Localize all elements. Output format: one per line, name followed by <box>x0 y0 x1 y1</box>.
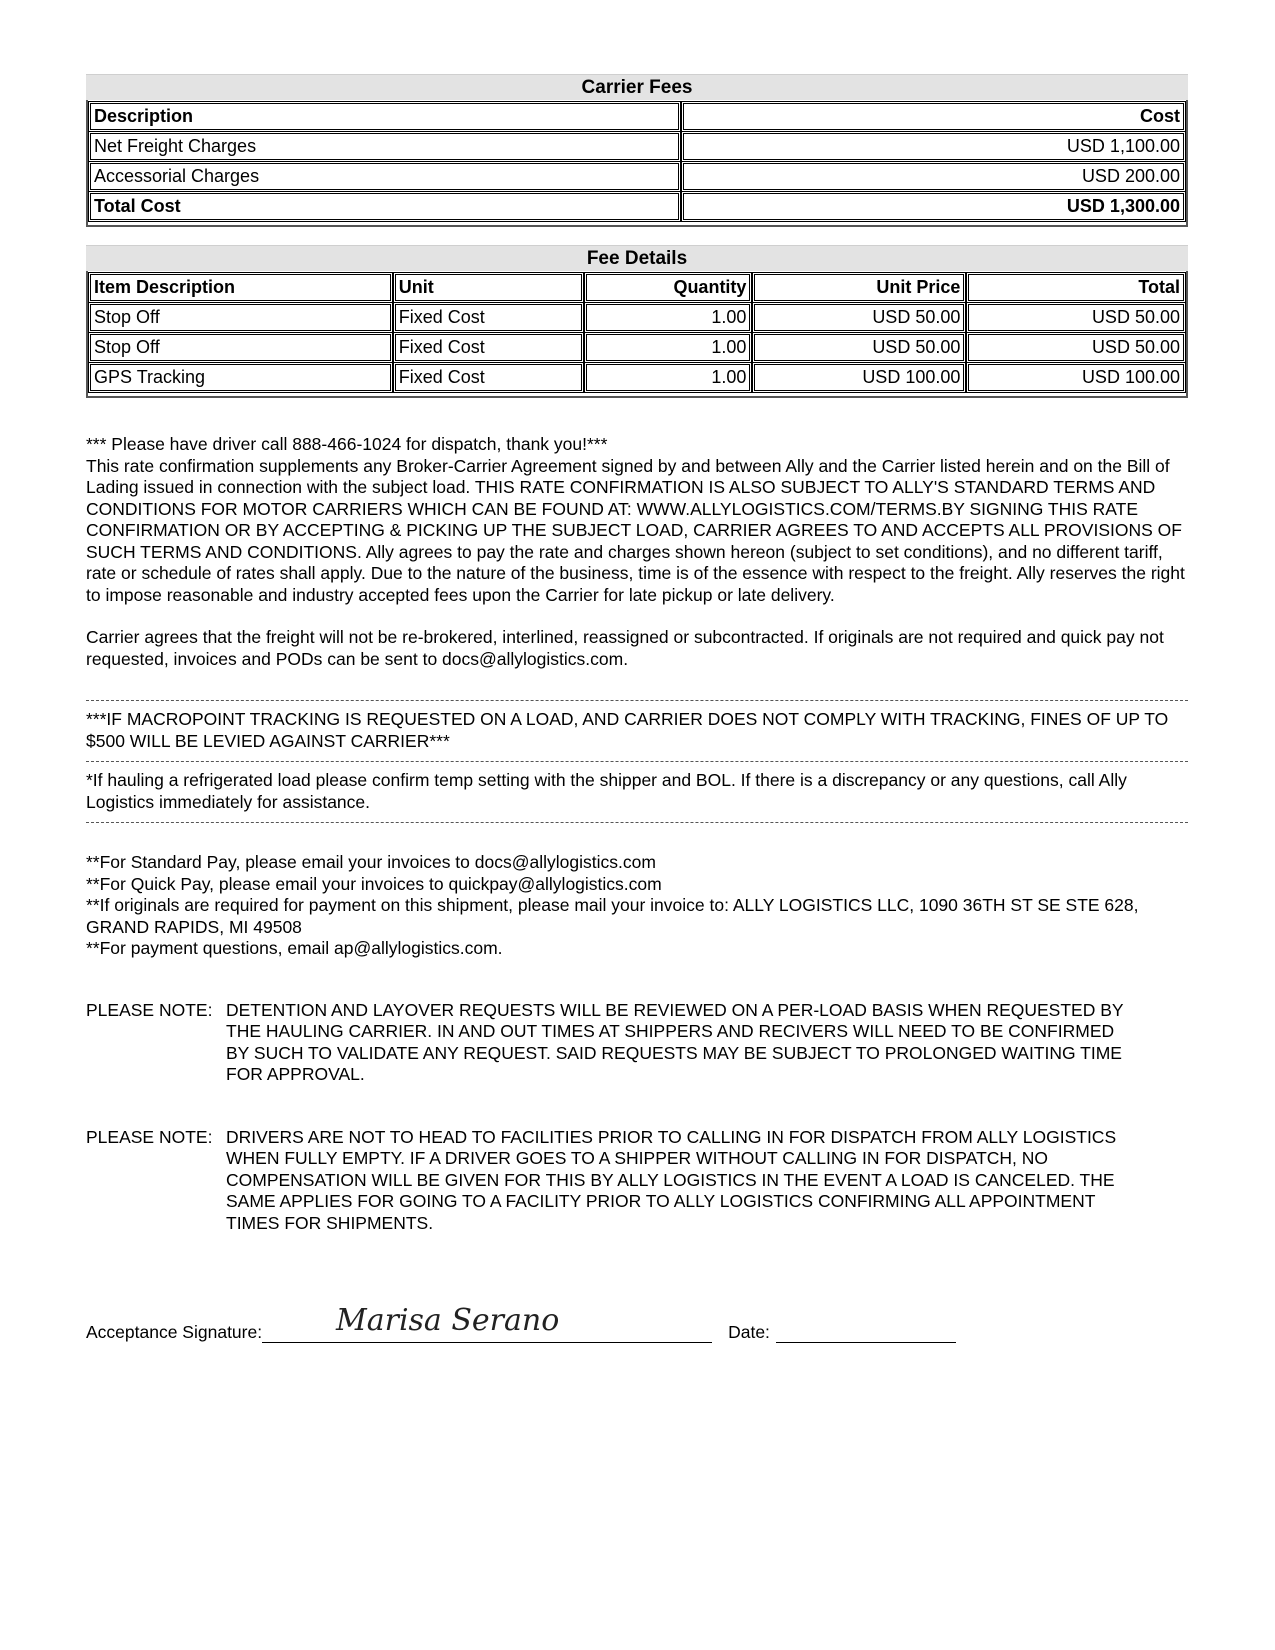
detention-note <box>86 1000 1188 1086</box>
unit-header: Unit <box>395 274 582 301</box>
table-row <box>90 334 1184 361</box>
carrier-fees-section <box>86 74 1188 227</box>
payment-questions-line: **For payment questions, email ap@allylogistics.com. <box>86 938 503 958</box>
item-quantity: 1.00 <box>586 304 751 331</box>
item-unit-price: USD 50.00 <box>754 304 964 331</box>
fee-details-title: Fee Details <box>86 245 1188 271</box>
item-description-header: Item Description <box>90 274 391 301</box>
item-total: USD 100.00 <box>968 364 1184 391</box>
item-quantity: 1.00 <box>586 364 751 391</box>
table-header-row <box>90 274 1184 301</box>
date-label: Date: <box>728 1322 770 1342</box>
item-total: USD 50.00 <box>968 304 1184 331</box>
date-field[interactable] <box>776 1322 956 1343</box>
fee-details-table <box>86 271 1188 394</box>
macropoint-warning: ***IF MACROPOINT TRACKING IS REQUESTED ON A LOAD, AND CARRIER DOES NOT COMPLY WITH TRACKING, FINES OF UP TO $500 WILL BE LEVIED AGAINST CARRIER*** <box>86 709 1169 751</box>
item-quantity: 1.00 <box>586 334 751 361</box>
total-row <box>90 193 1184 220</box>
signature-line[interactable] <box>262 1303 712 1343</box>
signature-name: Marisa Serano <box>336 1303 560 1338</box>
item-unit: Fixed Cost <box>395 364 582 391</box>
table-row <box>90 364 1184 391</box>
item-total: USD 50.00 <box>968 334 1184 361</box>
quantity-header: Quantity <box>586 274 751 301</box>
total-label: Total Cost <box>90 193 679 220</box>
divider <box>86 700 1188 701</box>
terms-paragraph: This rate confirmation supplements any Broker-Carrier Agreement signed by and between Ally and the Carrier listed herein and on the Bill of Lading issued in connection with the subject load. THIS RATE CONFIRMATION IS ALSO SUBJECT TO ALLY'S STANDARD TERMS AND CONDITIONS FOR MOTOR CARRIERS WHICH CAN BE FOUND AT: WWW.ALLYLOGISTICS.COM/TERMS.BY SIGNING THIS RATE CONFIRMATION OR BY ACCEPTING & PICKING UP THE SUBJECT LOAD, CARRIER AGREES TO AND ACCEPTS ALL PROVISIONS OF SUCH TERMS AND CONDITIONS. Ally agrees to pay the rate and charges shown hereon (subject to set conditions), and no different tariff, rate or schedule of rates shall apply. Due to the nature of the business, time is of the essence with respect to the freight. Ally reserves the right to impose reasonable and industry accepted fees upon the Carrier for late pickup or late delivery. <box>86 455 1185 605</box>
item-unit-price: USD 50.00 <box>754 334 964 361</box>
rate-confirmation-page <box>86 74 1188 1234</box>
carrier-fees-table <box>86 100 1188 223</box>
signature-area <box>86 1303 956 1343</box>
item-unit: Fixed Cost <box>395 334 582 361</box>
cost-header: Cost <box>683 103 1184 130</box>
item-description: GPS Tracking <box>90 364 391 391</box>
dispatch-note <box>86 1127 1188 1235</box>
acceptance-signature-label: Acceptance Signature: <box>86 1322 263 1342</box>
standard-pay-line: **For Standard Pay, please email your invoices to docs@allylogistics.com <box>86 852 656 872</box>
table-header-row <box>90 103 1184 130</box>
total-header: Total <box>968 274 1184 301</box>
total-value: USD 1,300.00 <box>683 193 1184 220</box>
reassignment-paragraph: Carrier agrees that the freight will not be re-brokered, interlined, reassigned or subcontracted. If originals are not required and quick pay not requested, invoices and PODs can be sent to docs@allylogistics.com. <box>86 627 1164 669</box>
originals-line: **If originals are required for payment on this shipment, please mail your invoice to: ALLY LOGISTICS LLC, 1090 36TH ST SE STE 628, GRAND RAPIDS, MI 49508 <box>86 895 1139 937</box>
table-row <box>90 163 1184 190</box>
fee-details-section <box>86 245 1188 398</box>
note-label: PLEASE NOTE: <box>86 1126 213 1147</box>
note-label: PLEASE NOTE: <box>86 999 213 1020</box>
dispatch-line: *** Please have driver call 888-466-1024 for dispatch, thank you!*** <box>86 434 608 454</box>
item-unit: Fixed Cost <box>395 304 582 331</box>
refrigerated-notice: *If hauling a refrigerated load please confirm temp setting with the shipper and BOL. If there is a discrepancy or any questions, call Ally Logistics immediately for assistance. <box>86 770 1127 812</box>
description-header: Description <box>90 103 679 130</box>
item-description: Stop Off <box>90 304 391 331</box>
quick-pay-line: **For Quick Pay, please email your invoices to quickpay@allylogistics.com <box>86 873 662 894</box>
fee-cost: USD 1,100.00 <box>683 133 1184 160</box>
carrier-fees-title: Carrier Fees <box>86 74 1188 100</box>
item-description: Stop Off <box>90 334 391 361</box>
fee-cost: USD 200.00 <box>683 163 1184 190</box>
table-row <box>90 304 1184 331</box>
terms-section <box>86 434 1188 960</box>
item-unit-price: USD 100.00 <box>754 364 964 391</box>
fee-description: Accessorial Charges <box>90 163 679 190</box>
fee-description: Net Freight Charges <box>90 133 679 160</box>
note-text: DRIVERS ARE NOT TO HEAD TO FACILITIES PRIOR TO CALLING IN FOR DISPATCH FROM ALLY LOGISTICS WHEN FULLY EMPTY. IF A DRIVER GOES TO A SHIPPER WITHOUT CALLING IN FOR DISPATCH, NO COMPENSATION WILL BE GIVEN FOR THIS BY ALLY LOGISTICS IN THE EVENT A LOAD IS CANCELED. THE SAME APPLIES FOR GOING TO A FACILITY PRIOR TO ALLY LOGISTICS CONFIRMING ALL APPOINTMENT TIMES FOR SHIPMENTS. <box>226 1126 1117 1233</box>
divider <box>86 761 1188 762</box>
note-text: DETENTION AND LAYOVER REQUESTS WILL BE REVIEWED ON A PER-LOAD BASIS WHEN REQUESTED BY THE HAULING CARRIER. IN AND OUT TIMES AT SHIPPERS AND RECIVERS WILL NEED TO BE CONFIRMED BY SUCH TO VALIDATE ANY REQUEST. SAID REQUESTS MAY BE SUBJECT TO PROLONGED WAITING TIME FOR APPROVAL. <box>226 999 1124 1084</box>
table-row <box>90 133 1184 160</box>
handwritten-signature <box>332 1300 572 1340</box>
unit-price-header: Unit Price <box>754 274 964 301</box>
divider <box>86 822 1188 823</box>
